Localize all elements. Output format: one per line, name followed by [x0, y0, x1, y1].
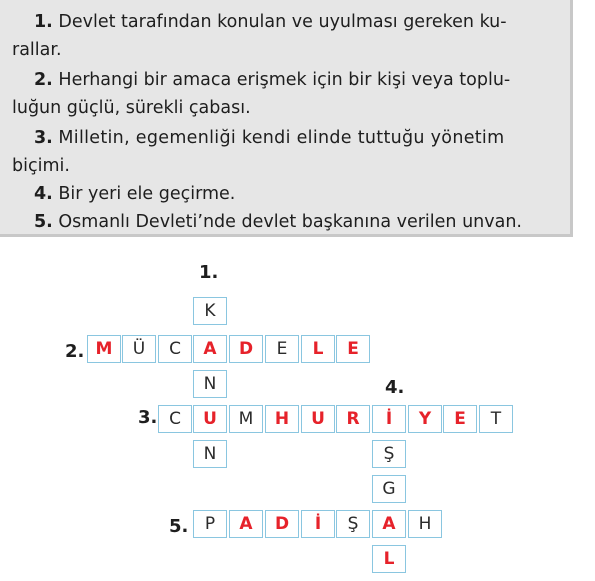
cell-5-7[interactable]: H	[408, 510, 442, 538]
clue-4: 4. Bir yeri ele geçirme.	[34, 184, 236, 204]
cell-5-5[interactable]: Ş	[336, 510, 370, 538]
clue-2-line-2: luğun güçlü, sürekli çabası.	[12, 98, 251, 118]
cell-5-3[interactable]: D	[265, 510, 299, 538]
cell-1-n2[interactable]: N	[193, 440, 227, 468]
cell-3-9[interactable]: E	[443, 405, 477, 433]
cell-1-k[interactable]: K	[193, 297, 227, 325]
cell-2-8[interactable]: E	[336, 335, 370, 363]
cell-2-6[interactable]: E	[265, 335, 299, 363]
cell-3-8[interactable]: Y	[408, 405, 442, 433]
clue-3-line-1: 3. Milletin, egemenliği kendi elinde tuttuğu yönetim	[34, 128, 505, 148]
label-2: 2.	[65, 341, 85, 362]
cell-5-4[interactable]: İ	[301, 510, 335, 538]
cell-3-2[interactable]: U	[193, 405, 227, 433]
label-5: 5.	[169, 516, 189, 537]
cell-4-3[interactable]: G	[372, 475, 406, 503]
cell-5-6[interactable]: A	[372, 510, 406, 538]
clue-1-line-2: rallar.	[12, 40, 62, 60]
clue-box	[0, 0, 573, 237]
clue-3-line-2: biçimi.	[12, 156, 70, 176]
label-4: 4.	[385, 377, 405, 398]
cell-2-4[interactable]: A	[193, 335, 227, 363]
cell-3-6[interactable]: R	[336, 405, 370, 433]
cell-3-7[interactable]: İ	[372, 405, 406, 433]
cell-2-1[interactable]: M	[87, 335, 121, 363]
cell-5-1[interactable]: P	[193, 510, 227, 538]
clue-1-line-1: 1. Devlet tarafından konulan ve uyulması gereken ku-	[34, 12, 507, 32]
cell-2-5[interactable]: D	[229, 335, 263, 363]
cell-4-2[interactable]: Ş	[372, 440, 406, 468]
cell-5-2[interactable]: A	[229, 510, 263, 538]
cell-3-3[interactable]: M	[229, 405, 263, 433]
cell-3-10[interactable]: T	[479, 405, 513, 433]
cell-2-7[interactable]: L	[301, 335, 335, 363]
cell-2-2[interactable]: Ü	[122, 335, 156, 363]
cell-1-n1[interactable]: N	[193, 370, 227, 398]
clue-5: 5. Osmanlı Devleti’nde devlet başkanına verilen unvan.	[34, 212, 522, 232]
cell-3-5[interactable]: U	[301, 405, 335, 433]
clue-2-line-1: 2. Herhangi bir amaca erişmek için bir kişi veya toplu-	[34, 70, 511, 90]
cell-2-3[interactable]: C	[158, 335, 192, 363]
cell-4-5[interactable]: L	[372, 545, 406, 573]
cell-3-4[interactable]: H	[265, 405, 299, 433]
label-3: 3.	[138, 407, 158, 428]
label-1: 1.	[199, 262, 219, 283]
cell-3-1[interactable]: C	[158, 405, 192, 433]
